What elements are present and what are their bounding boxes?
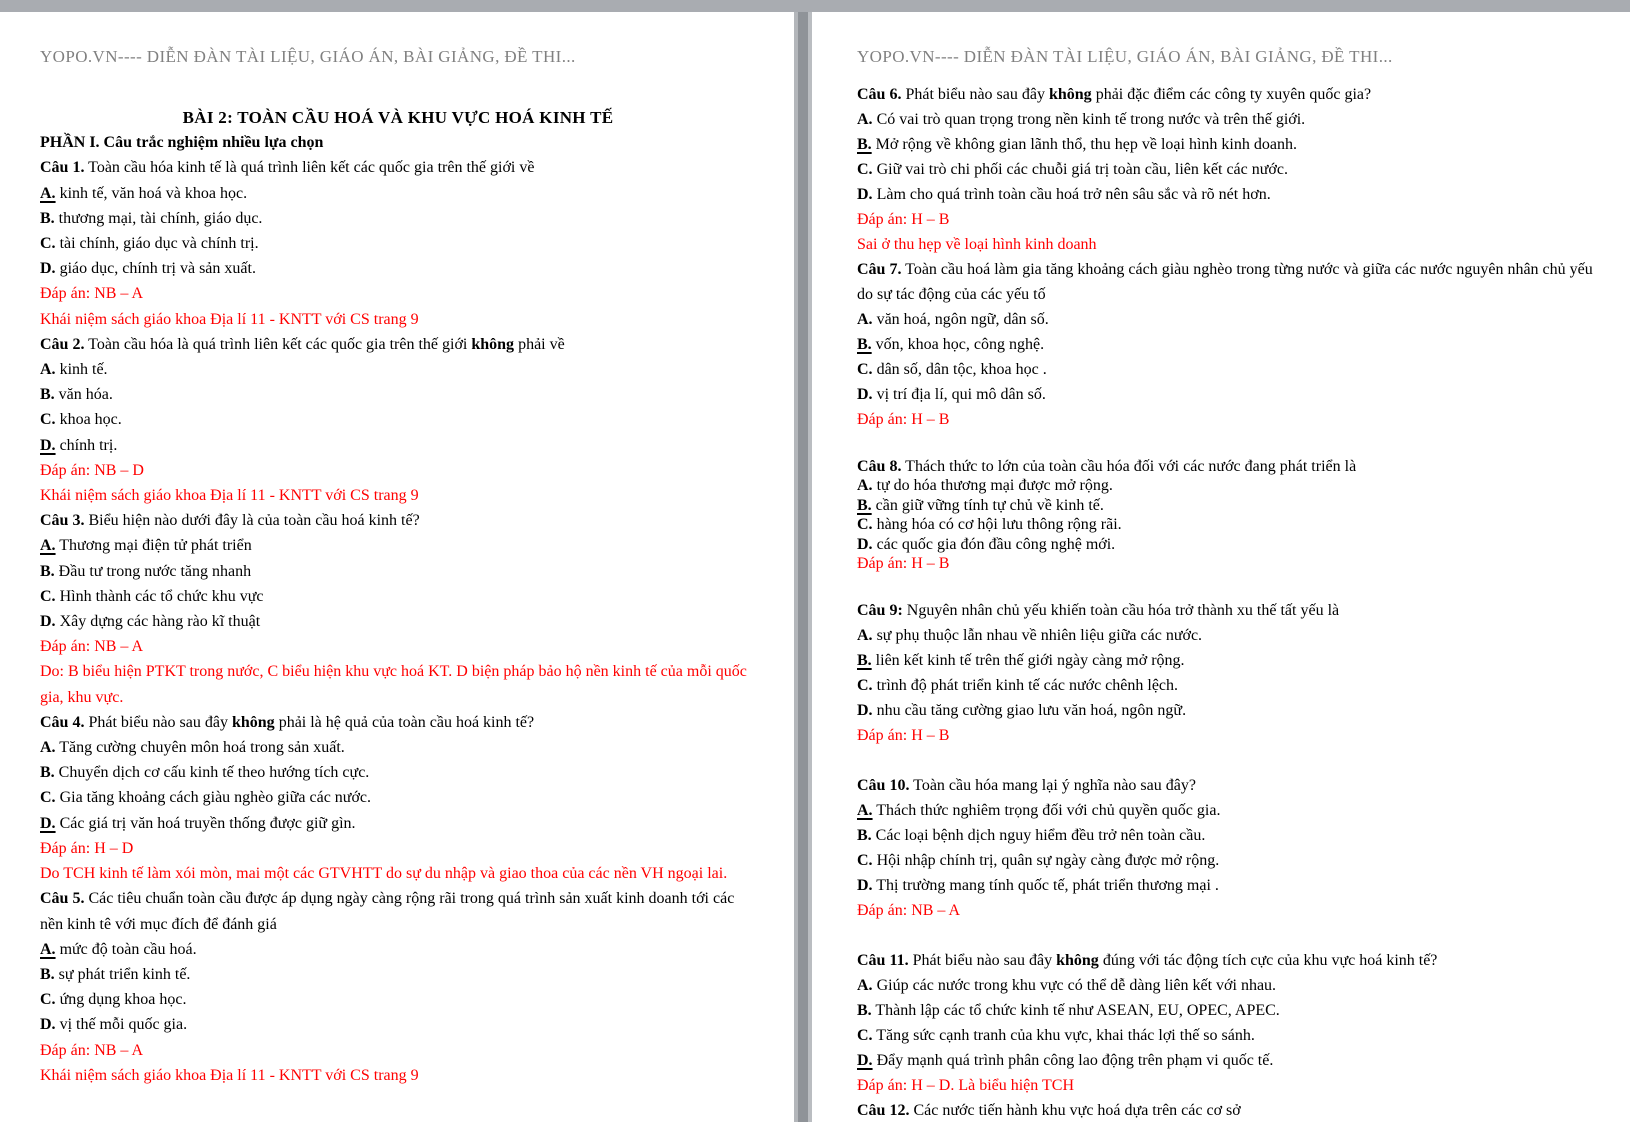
- option-line: C. Giữ vai trò chi phối các chuỗi giá trị toàn cầu, liên kết các nước.: [857, 161, 1288, 178]
- blank-line: [857, 573, 1598, 598]
- page-divider: [794, 12, 812, 1122]
- option-line: C. Gia tăng khoảng cách giàu nghèo giữa các nước.: [40, 789, 372, 807]
- option-line: D. vị trí địa lí, qui mô dân số.: [857, 386, 1046, 403]
- option-line: D. Xây dựng các hàng rào kĩ thuật: [40, 613, 261, 631]
- option-line: C. hàng hóa có cơ hội lưu thông rộng rãi.: [857, 516, 1122, 534]
- option-line: C. khoa học.: [40, 411, 122, 429]
- question-line: Câu 12. Các nước tiến hành khu vực hoá dựa trên các cơ sở: [857, 1102, 1241, 1120]
- document-title: BÀI 2: TOÀN CẦU HOÁ VÀ KHU VỰC HOÁ KINH TẾ: [182, 108, 614, 127]
- option-line: A. văn hoá, ngôn ngữ, dân số.: [857, 311, 1049, 328]
- question-line: Câu 3. Biểu hiện nào dưới đây là của toàn cầu hoá kinh tế?: [40, 512, 420, 530]
- option-line: B. Thành lập các tổ chức kinh tế như ASEAN, EU, OPEC, APEC.: [857, 1002, 1280, 1020]
- question-line: Câu 11. Phát biểu nào sau đây không đúng với tác động tích cực của khu vực hoá kinh tế?: [857, 952, 1438, 970]
- page-left-content: [40, 105, 756, 1088]
- option-line: D. Làm cho quá trình toàn cầu hoá trở nên sâu sắc và rõ nét hơn.: [857, 186, 1271, 203]
- option-line: B. văn hóa.: [40, 386, 113, 404]
- section-heading: PHẦN I. Câu trắc nghiệm nhiều lựa chọn: [40, 134, 324, 152]
- question-line: Câu 5. Các tiêu chuẩn toàn cầu được áp dụng ngày càng rộng rãi trong quá trình sản xuất kinh doanh tới các nền kinh tê với mục đích để đánh giá: [40, 890, 735, 933]
- option-line: B. liên kết kinh tế trên thế giới ngày càng mở rộng.: [857, 652, 1185, 670]
- option-line: D. Các giá trị văn hoá truyền thống được giữ gìn.: [40, 814, 356, 832]
- blank-line: [857, 923, 1598, 948]
- option-line: B. Các loại bệnh dịch nguy hiểm đều trở nên toàn cầu.: [857, 827, 1206, 845]
- answer-line: Đáp án: NB – A: [40, 638, 144, 656]
- explanation-line: Do: B biểu hiện PTKT trong nước, C biểu hiện khu vực hoá KT. D biện pháp bảo hộ nền kinh tế của mỗi quốc gia, khu vực.: [40, 663, 747, 706]
- explanation-line: Khái niệm sách giáo khoa Địa lí 11 - KNTT với CS trang 9: [40, 1066, 419, 1084]
- option-line: A. Thương mại điện tử phát triển: [40, 537, 252, 555]
- watermark-header: YOPO.VN---- DIỄN ĐÀN TÀI LIỆU, GIÁO ÁN, BÀI GIẢNG, ĐỀ THI...: [40, 47, 576, 66]
- question-line: Câu 7. Toàn cầu hoá làm gia tăng khoảng cách giàu nghèo trong từng nước và giữa các nước nguyên nhân chủ yếu do sự tác động của các yếu tố: [857, 261, 1593, 303]
- option-line: B. Đầu tư trong nước tăng nhanh: [40, 562, 252, 580]
- answer-line: Đáp án: H – B: [857, 211, 950, 228]
- document-page-right: [812, 12, 1630, 1122]
- explanation-line: Sai ở thu hẹp về loại hình kinh doanh: [857, 236, 1097, 253]
- question-line: Câu 10. Toàn cầu hóa mang lại ý nghĩa nào sau đây?: [857, 777, 1196, 795]
- option-line: A. kinh tế, văn hoá và khoa học.: [40, 184, 248, 202]
- option-line: D. nhu cầu tăng cường giao lưu văn hoá, ngôn ngữ.: [857, 702, 1187, 720]
- option-line: C. tài chính, giáo dục và chính trị.: [40, 235, 259, 253]
- question-line: Câu 9: Nguyên nhân chủ yếu khiến toàn cầu hóa trở thành xu thế tất yếu là: [857, 602, 1340, 620]
- option-line: C. dân số, dân tộc, khoa học .: [857, 361, 1047, 378]
- answer-line: Đáp án: NB – A: [40, 285, 144, 303]
- question-line: Câu 8. Thách thức to lớn của toàn cầu hóa đối với các nước đang phát triển là: [857, 458, 1357, 475]
- answer-line: Đáp án: H – D: [40, 839, 134, 857]
- option-line: B. vốn, khoa học, công nghệ.: [857, 336, 1045, 353]
- answer-line: Đáp án: H – D. Là biểu hiện TCH: [857, 1077, 1074, 1095]
- question-line: Câu 6. Phát biểu nào sau đây không phải đặc điểm các công ty xuyên quốc gia?: [857, 86, 1372, 103]
- option-line: C. ứng dụng khoa học.: [40, 991, 187, 1009]
- watermark-header: YOPO.VN---- DIỄN ĐÀN TÀI LIỆU, GIÁO ÁN, BÀI GIẢNG, ĐỀ THI...: [857, 47, 1393, 66]
- option-line: A. kinh tế.: [40, 361, 108, 379]
- answer-line: Đáp án: NB – A: [857, 902, 961, 920]
- answer-line: Đáp án: NB – A: [40, 1041, 144, 1059]
- answer-line: Đáp án: H – B: [857, 727, 950, 745]
- option-line: B. Chuyển dịch cơ cấu kinh tế theo hướng tích cực.: [40, 764, 370, 782]
- option-line: C. Tăng sức cạnh tranh của khu vực, khai thác lợi thế so sánh.: [857, 1027, 1255, 1045]
- option-line: D. Thị trường mang tính quốc tế, phát triển thương mại .: [857, 877, 1219, 895]
- option-line: A. tự do hóa thương mại được mở rộng.: [857, 477, 1113, 495]
- option-line: B. cần giữ vững tính tự chủ về kinh tế.: [857, 496, 1104, 514]
- option-line: B. Mở rộng về không gian lãnh thổ, thu hẹp về loại hình kinh doanh.: [857, 136, 1297, 153]
- option-line: D. vị thế mỗi quốc gia.: [40, 1016, 188, 1034]
- option-line: C. trình độ phát triển kinh tế các nước chênh lệch.: [857, 677, 1179, 695]
- question-line: Câu 4. Phát biểu nào sau đây không phải là hệ quả của toàn cầu hoá kinh tế?: [40, 713, 535, 731]
- option-line: A. Có vai trò quan trọng trong nền kinh tế trong nước và trên thế giới.: [857, 111, 1306, 128]
- explanation-line: Khái niệm sách giáo khoa Địa lí 11 - KNTT với CS trang 9: [40, 487, 419, 505]
- option-line: A. Thách thức nghiêm trọng đối với chủ quyền quốc gia.: [857, 802, 1221, 820]
- answer-line: Đáp án: H – B: [857, 555, 950, 573]
- explanation-line: Khái niệm sách giáo khoa Địa lí 11 - KNTT với CS trang 9: [40, 310, 419, 328]
- explanation-line: Do TCH kinh tế làm xói mòn, mai một các GTVHTT do sự du nhập và giao thoa của các nền VH ngoại lai.: [40, 865, 728, 883]
- option-line: B. thương mại, tài chính, giáo dục.: [40, 209, 263, 227]
- option-line: A. Giúp các nước trong khu vực có thể dễ dàng liên kết với nhau.: [857, 977, 1277, 995]
- option-line: A. sự phụ thuộc lẫn nhau về nhiên liệu giữa các nước.: [857, 627, 1203, 645]
- blank-line: [857, 748, 1598, 773]
- option-line: D. chính trị.: [40, 436, 118, 454]
- answer-line: Đáp án: H – B: [857, 411, 950, 428]
- blank-line: [857, 432, 1598, 457]
- option-line: B. sự phát triển kinh tế.: [40, 965, 191, 983]
- option-line: D. các quốc gia đón đầu công nghệ mới.: [857, 535, 1116, 553]
- option-line: D. giáo dục, chính trị và sản xuất.: [40, 260, 256, 278]
- option-line: C. Hội nhập chính trị, quân sự ngày càng được mở rộng.: [857, 852, 1220, 870]
- question-line: Câu 1. Toàn cầu hóa kinh tế là quá trình liên kết các quốc gia trên thế giới về: [40, 159, 535, 177]
- page-right-content: [857, 82, 1598, 1123]
- window-top-bar: [0, 0, 1630, 12]
- option-line: A. Tăng cường chuyên môn hoá trong sản xuất.: [40, 739, 345, 757]
- option-line: C. Hình thành các tổ chức khu vực: [40, 587, 264, 605]
- question-line: Câu 2. Toàn cầu hóa là quá trình liên kết các quốc gia trên thế giới không phải về: [40, 335, 565, 353]
- option-line: A. mức độ toàn cầu hoá.: [40, 940, 197, 958]
- option-line: D. Đẩy mạnh quá trình phân công lao động trên phạm vi quốc tế.: [857, 1052, 1274, 1070]
- document-page-left: [0, 12, 794, 1122]
- answer-line: Đáp án: NB – D: [40, 461, 144, 479]
